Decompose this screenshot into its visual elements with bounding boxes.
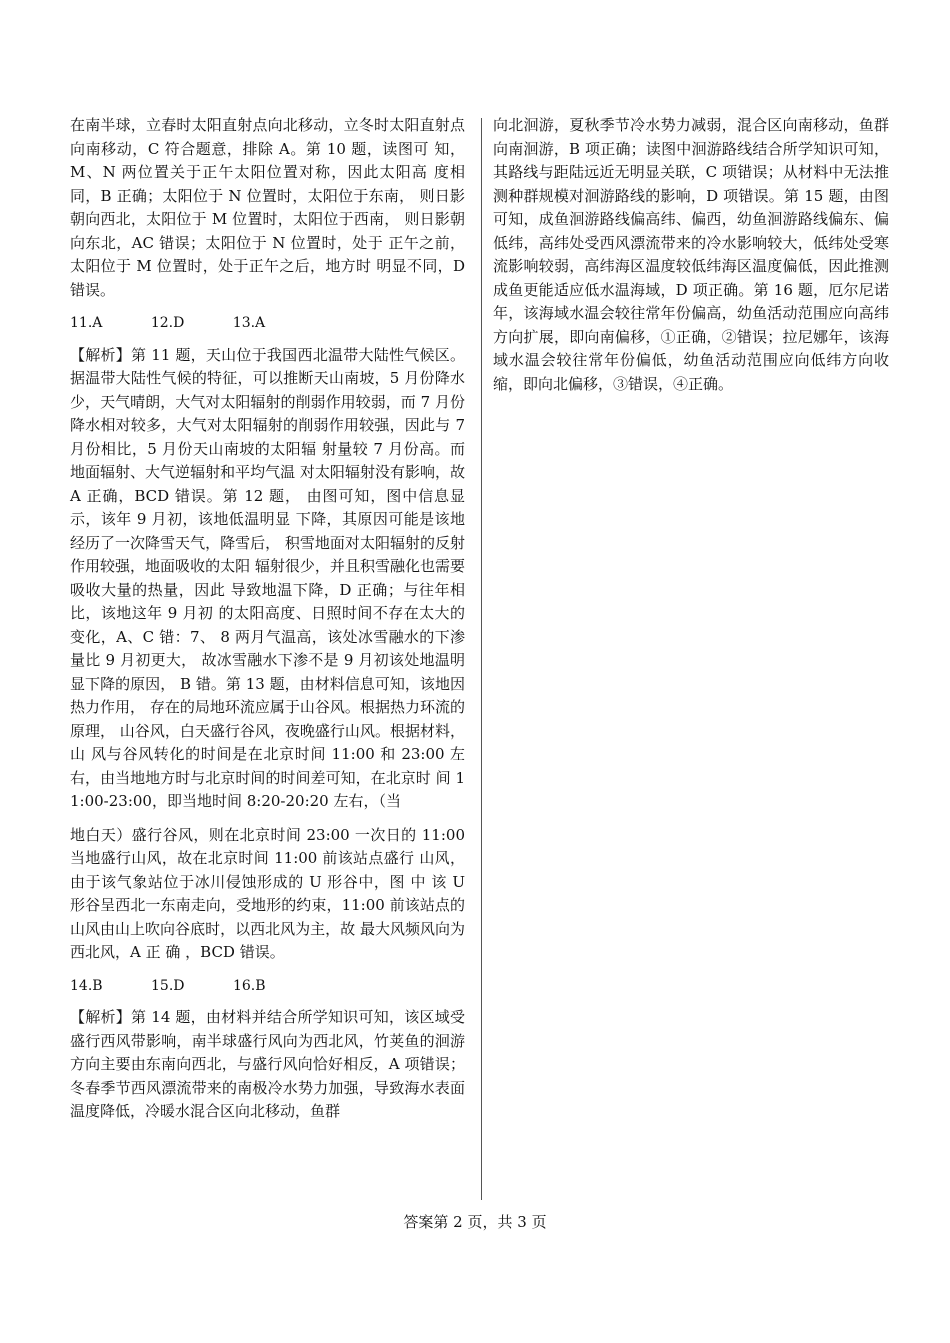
explanation-11-13: 【解析】第 11 题，天山位于我国西北温带大陆性气候区。据温带大陆性气候的特征，可以推断天山南坡，5 月份降水少，天气晴朗，大气对太阳辐射的削弱作用较弱，而 7 月份降水相对较多，大气对太阳辐射的削弱作用较强，因此与 7 月份相比，5 月份天山南坡的太阳辐 射量较 7 月份高。而地面辐射、大气逆辐射和平均气温 对太阳辐射没有影响，故 A 正确，BCD 错误。第 12 题， 由图可知，图中信息显示，该年 9 月初，该地低温明显 下降，其原因可能是该地经历了一次降雪天气，降雪后， 积雪地面对太阳辐射的反射作用较强，地面吸收的太阳 辐射很少，并且积雪融化也需要吸收大量的热量，因此 导致地温下降，D 正确；与往年相比，该地这年 9 月初 的太阳高度、日照时间不存在太大的变化，A、C 错：7、 8 两月气温高，该处冰雪融水的下渗量比 9 月初更大， 故冰雪融水下渗不是 9 月初该处地温明显下降的原因， B 错。第 13 题，由材料信息可知，该地因热力作用， 存在的局地环流应属于山谷风。根据热力环流的原理， 山谷风，白天盛行谷风，夜晚盛行山风。根据材料，山 风与谷风转化的时间是在北京时间 11:00 和 23:00 左 右，由当地地方时与北京时间的时间差可知，在北京时 间 11:00-23:00，即当地时间 8:20-20:20 左右，（当 [70, 345, 465, 810]
answer-16: 16.B [232, 977, 266, 994]
page-footer: 答案第 2 页，共 3 页 [403, 1213, 547, 1231]
answer-14: 14.B [70, 977, 103, 994]
explanation-14-16: 【解析】第 14 题，由材料并结合所学知识可知，该区域受盛行西风带影响，南半球盛行风向为西北风，竹荚鱼的洄游方向主要由东南向西北，与盛行风向恰好相反，A 项错误；冬春季节西风漂流带来的南极冷水势力加强，导致海水表面温度降低，冷暖水混合区向北移动，鱼群 [70, 1008, 465, 1120]
answer-13: 13.A [232, 315, 266, 331]
left-column [70, 114, 465, 1134]
answer-key-14-16 [70, 975, 465, 999]
answer-explanation-10: 在南半球，立春时太阳直射点向北移动，立冬时太阳直射点向南移动，C 符合题意，排除 A。第 10 题，读图可 知，M、N 两位置关于正午太阳位置对称，因此太阳高 度相同，B 正确；太阳位于 N 位置时，太阳位于东南， 则日影朝向西北，太阳位于 M 位置时，太阳位于西南， 则日影朝向东北，AC 错误；太阳位于 N 位置时，处于 正午之前，太阳位于 M 位置时，处于正午之后，地方时 明显不同，D 错误。 [70, 116, 465, 299]
answer-12: 12.D [150, 315, 185, 331]
answer-11: 11.A [70, 315, 103, 331]
explanation-14-16-continued: 向北洄游，夏秋季节冷水势力减弱，混合区向南移动，鱼群向南洄游，B 项正确；读图中洄游路线结合所学知识可知，其路线与距陆远近无明显关联，C 项错误；从材料中无法推测种群规模对洄游路线的影响，D 项错误。第 15 题，由图可知，成鱼洄游路线偏高纬、偏西，幼鱼洄游路线偏东、偏低纬，高纬处受西风漂流带来的冷水影响较大，低纬处受寒流影响较弱，高纬海区温度较低纬海区温度偏低，因此推测成鱼更能适应低水温海域，D 项正确。第 16 题，厄尔尼诺年，该海域水温会较往常年份偏高，幼鱼活动范围应向高纬方向扩展，即向南偏移，①正确，②错误；拉尼娜年，该海域水温会较往常年份偏低，幼鱼活动范围应向低纬方向收缩，即向北偏移，③错误，④正确。 [493, 116, 889, 393]
explanation-13-continued: 地白天）盛行谷风，则在北京时间 23:00 一次日的 11:00 当地盛行山风，故在北京时间 11:00 前该站点盛行 山风，由于该气象站位于冰川侵蚀形成的 U 形谷中，图 中 该 U 形谷呈西北一东南走向，受地形的约束，11:00 前该站点的山风由山上吹向谷底时，以西北风为主，故 最大风频风向为西北风，A 正 确 ，BCD 错误。 [70, 825, 465, 961]
column-divider [481, 118, 482, 1200]
answer-15: 15.D [151, 977, 185, 994]
answer-key-11-13 [70, 312, 465, 336]
right-column [493, 114, 889, 406]
